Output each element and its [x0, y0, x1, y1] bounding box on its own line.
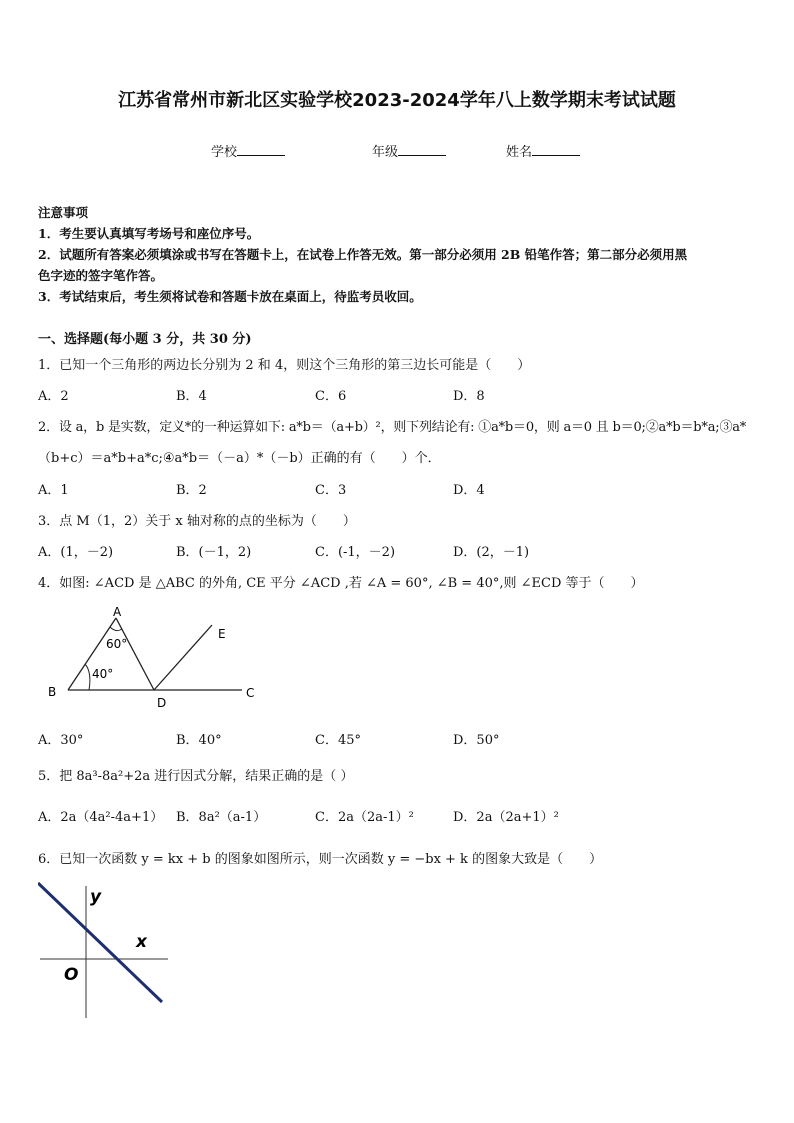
angle-a-arc — [110, 627, 122, 631]
question-3-stem: 3．点 M（1，2）关于 x 轴对称的点的坐标为（ ） — [38, 514, 356, 529]
notice-item: 1．考生要认真填写考场号和座位序号。 — [38, 226, 260, 241]
q3-option-b: B．(－1，2) — [176, 545, 252, 560]
q2-option-d: D．4 — [453, 483, 485, 498]
question-6-stem: 6．已知一次函数 y = kx + b 的图象如图所示，则一次函数 y = −bx + k 的图象大致是（ ） — [38, 852, 603, 867]
grade-blank[interactable] — [398, 143, 446, 156]
triangle-figure — [40, 600, 270, 715]
label-e: E — [218, 627, 226, 641]
question-2-stem-line2: （b+c）＝a*b+a*c;④a*b＝（－a）*（－b）正确的有（ ）个． — [38, 451, 441, 466]
name-field — [506, 141, 580, 160]
q1-option-b: B．4 — [176, 389, 207, 404]
q3-option-c: C．(-1，－2) — [315, 545, 396, 560]
q3-option-a: A．(1，－2) — [38, 545, 114, 560]
q1-option-c: C．6 — [315, 389, 347, 404]
question-5-stem: 5．把 8a³-8a²+2a 进行因式分解，结果正确的是（ ） — [38, 769, 354, 784]
q5-option-b: B．8a²（a-1） — [176, 810, 267, 825]
section-heading: 一、选择题(每小题 3 分，共 30 分) — [38, 332, 252, 347]
school-field — [211, 141, 285, 160]
q1-option-a: A．2 — [38, 389, 69, 404]
label-c: C — [246, 686, 255, 700]
label-d: D — [157, 696, 167, 710]
q1-option-d: D．8 — [453, 389, 485, 404]
school-label: 学校 — [211, 145, 238, 160]
q4-option-c: C．45° — [315, 733, 361, 748]
notice-heading: 注意事项 — [38, 205, 89, 220]
q5-option-a: A．2a（4a²-4a+1） — [38, 810, 164, 825]
q4-option-b: B．40° — [176, 733, 222, 748]
notice-item: 3．考试结束后，考生须将试卷和答题卡放在桌面上，待监考员收回。 — [38, 289, 422, 304]
notice-item: 2．试题所有答案必须填涂或书写在答题卡上，在试卷上作答无效。第一部分必须用 2B 铅笔作答；第二部分必须用黑 — [38, 247, 688, 262]
grade-field — [372, 141, 446, 160]
q3-option-d: D．(2，－1) — [453, 545, 530, 560]
q5-option-c: C．2a（2a-1）² — [315, 810, 414, 825]
exam-title: 江苏省常州市新北区实验学校2023-2024学年八上数学期末考试试题 — [118, 90, 676, 111]
linear-function-graph — [38, 878, 173, 1020]
grade-label: 年级 — [372, 145, 399, 160]
question-2-stem-line1: 2．设 a，b 是实数，定义*的一种运算如下: a*b＝（a+b）²，则下列结论有: ①a*b＝0，则 a＝0 且 b＝0;②a*b＝b*a;③a* — [38, 420, 747, 435]
name-blank[interactable] — [532, 143, 580, 156]
q2-option-b: B．2 — [176, 483, 207, 498]
question-4-stem: 4．如图: ∠ACD 是 △ABC 的外角, CE 平分 ∠ACD ,若 ∠A = 60°, ∠B = 40°,则 ∠ECD 等于（ ） — [38, 576, 644, 591]
label-b: B — [48, 685, 57, 699]
origin-label: O — [64, 965, 79, 985]
q5-option-d: D．2a（2a+1）² — [453, 810, 559, 825]
angle-a-value: 60° — [106, 637, 128, 651]
notice-item: 色字迹的签字笔作答。 — [38, 268, 164, 283]
x-axis-label: x — [136, 932, 147, 952]
q4-option-a: A．30° — [38, 733, 84, 748]
label-a: A — [113, 605, 122, 619]
name-label: 姓名 — [506, 145, 533, 160]
q2-option-a: A．1 — [38, 483, 69, 498]
question-1-stem: 1．已知一个三角形的两边长分别为 2 和 4，则这个三角形的第三边长可能是（ ） — [38, 358, 531, 373]
line-de — [154, 625, 212, 690]
angle-b-value: 40° — [92, 667, 114, 681]
y-axis-label: y — [90, 887, 102, 907]
q2-option-c: C．3 — [315, 483, 347, 498]
angle-b-arc — [85, 664, 90, 690]
q4-option-d: D．50° — [453, 733, 500, 748]
school-blank[interactable] — [237, 143, 285, 156]
